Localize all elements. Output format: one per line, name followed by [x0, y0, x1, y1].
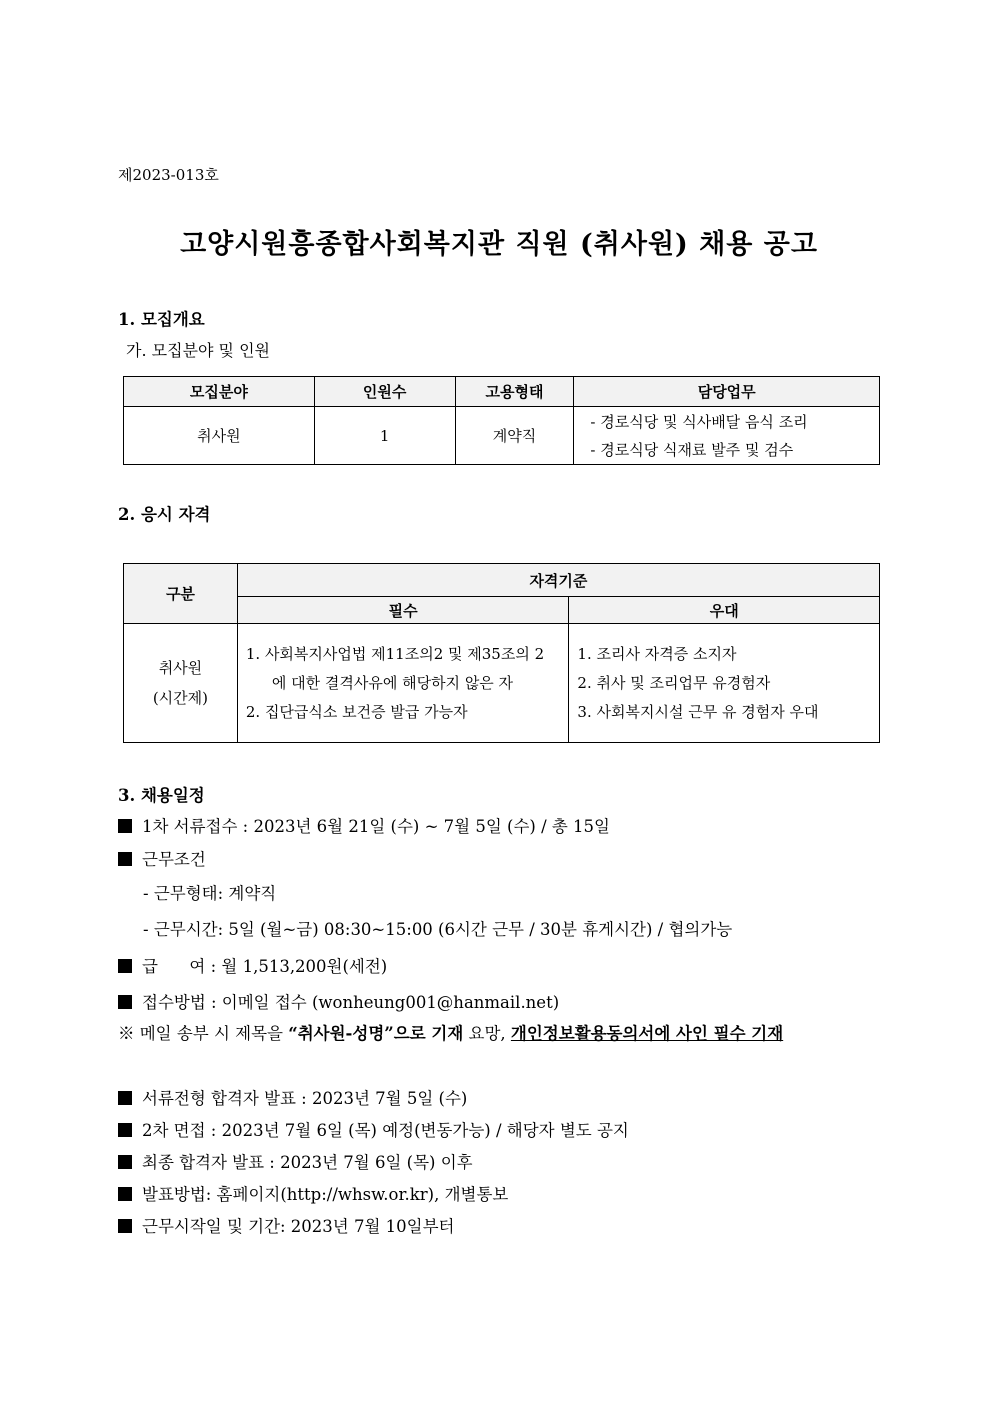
square-bullet-icon	[118, 1091, 132, 1105]
final-pass-announcement: 최종 합격자 발표 : 2023년 7월 6일 (목) 이후	[118, 1149, 473, 1173]
square-bullet-icon	[118, 1155, 132, 1169]
table-row	[124, 624, 880, 743]
section3-heading: 3. 채용일정	[118, 786, 205, 805]
header-field: 모집분야	[124, 377, 315, 407]
cell-preferred	[569, 624, 880, 743]
header-category: 구분	[124, 564, 238, 624]
cell-required	[237, 624, 569, 743]
section1-heading: 1. 모집개요	[118, 310, 205, 329]
work-hours: - 근무시간: 5일 (월~금) 08:30~15:00 (6시간 근무 / 30분 휴게시간) / 협의가능	[143, 920, 733, 939]
square-bullet-icon	[118, 1219, 132, 1233]
duty-item: - 경로식당 식재료 발주 및 검수	[590, 440, 794, 459]
duty-item: - 경로식당 및 식사배달 음식 조리	[590, 412, 808, 431]
interview: 2차 면접 : 2023년 7월 6일 (목) 예정(변동가능) / 해당자 별도 공지	[118, 1117, 629, 1141]
recruitment-table	[123, 376, 880, 465]
section2-heading: 2. 응시 자격	[118, 505, 211, 524]
square-bullet-icon	[118, 819, 132, 833]
square-bullet-icon	[118, 852, 132, 866]
page-title: 고양시원흥종합사회복지관 직원 (취사원) 채용 공고	[180, 229, 818, 260]
preferred-item: 3. 사회복지시설 근무 유 경험자 우대	[577, 702, 819, 721]
note-consent-required: 개인정보활용동의서에 사인 필수 기재	[510, 1024, 784, 1043]
document-number: 제2023-013호	[118, 166, 219, 184]
qualification-table	[123, 563, 880, 743]
cell-field: 취사원	[124, 407, 315, 465]
required-item: 1. 사회복지사업법 제11조의2 및 제35조의 2	[245, 644, 545, 663]
table-subheader-row	[124, 597, 880, 624]
table-row	[124, 407, 880, 465]
document-pass-announcement: 서류전형 합격자 발표 : 2023년 7월 5일 (수)	[118, 1085, 467, 1109]
cell-count: 1	[314, 407, 455, 465]
square-bullet-icon	[118, 995, 132, 1009]
work-type: - 근무형태: 계약직	[143, 884, 277, 903]
square-bullet-icon	[118, 959, 132, 973]
required-item: 2. 집단급식소 보건증 발급 가능자	[245, 702, 468, 721]
header-required: 필수	[237, 597, 569, 624]
square-bullet-icon	[118, 1123, 132, 1137]
salary: 급 여 : 월 1,513,200원(세전)	[118, 953, 387, 977]
preferred-item: 1. 조리사 자격증 소지자	[577, 644, 737, 663]
cell-category: 취사원 (시간제)	[124, 624, 238, 743]
cell-employment: 계약직	[455, 407, 574, 465]
schedule-first-screening: 1차 서류접수 : 2023년 6월 21일 (수) ~ 7월 5일 (수) / 총 15일	[118, 813, 610, 837]
application-method: 접수방법 : 이메일 접수 (wonheung001@hanmail.net)	[118, 989, 559, 1013]
header-count: 인원수	[314, 377, 455, 407]
preferred-item: 2. 취사 및 조리업무 유경험자	[577, 673, 771, 692]
header-employment: 고용형태	[455, 377, 574, 407]
announcement-method: 발표방법: 홈페이지(http://whsw.or.kr), 개별통보	[118, 1181, 508, 1205]
email-note: ※ 메일 송부 시 제목을 “취사원-성명”으로 기재 요망, 개인정보활용동의서에 사인 필수 기재	[118, 1024, 784, 1043]
section1-subheading: 가. 모집분야 및 인원	[126, 341, 270, 360]
table-header-row	[124, 564, 880, 597]
table-header-row	[124, 377, 880, 407]
square-bullet-icon	[118, 1187, 132, 1201]
cell-duties	[574, 407, 880, 465]
note-subject-format: “취사원-성명”으로 기재	[288, 1024, 464, 1043]
required-item-continued: 에 대한 결격사유에 해당하지 않은 자	[271, 673, 514, 692]
header-criteria: 자격기준	[237, 564, 879, 597]
schedule-work-conditions: 근무조건	[118, 846, 206, 870]
work-start-date: 근무시작일 및 기간: 2023년 7월 10일부터	[118, 1213, 454, 1237]
header-preferred: 우대	[569, 597, 880, 624]
header-duties: 담당업무	[574, 377, 880, 407]
